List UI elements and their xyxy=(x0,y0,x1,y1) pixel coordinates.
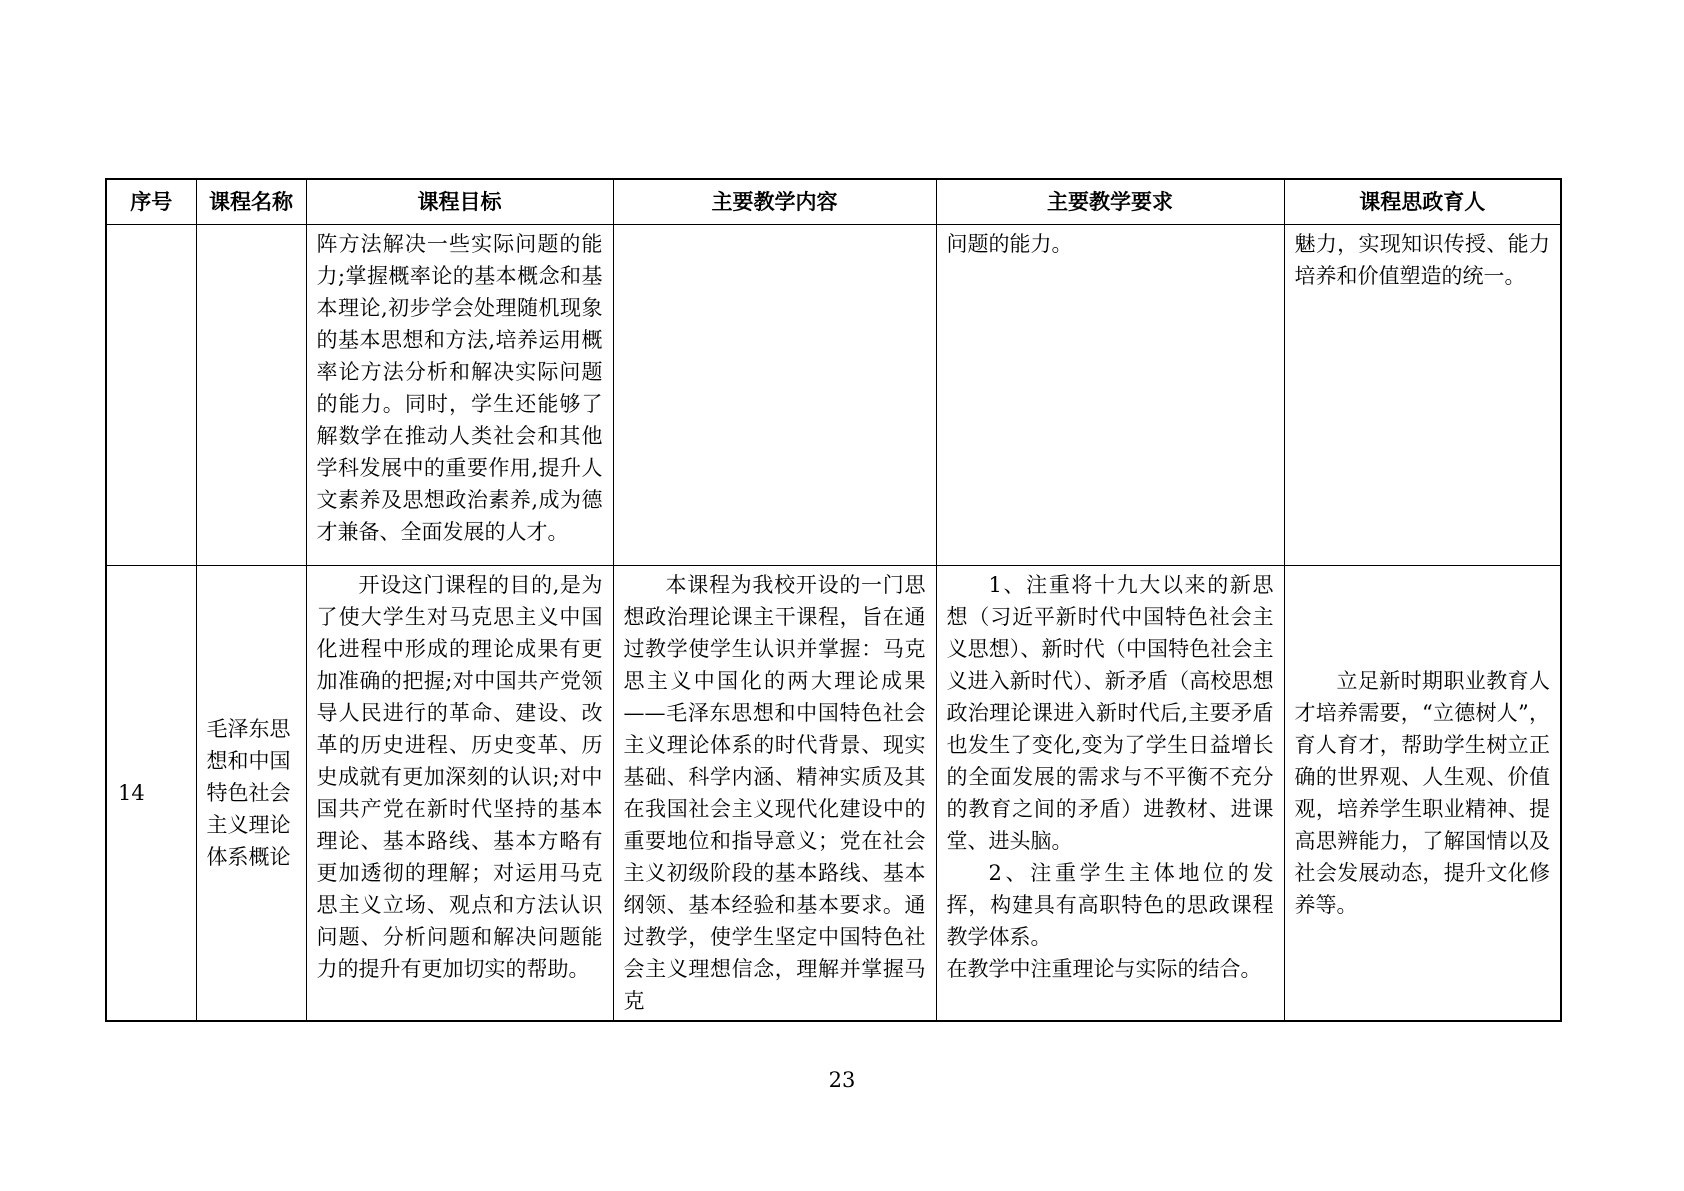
cell-course-name: 毛泽东思想和中国特色社会主义理论体系概论 xyxy=(196,566,306,1022)
column-header-seq: 序号 xyxy=(106,179,196,225)
objectives-text: 阵方法解决一些实际问题的能力;掌握概率论的基本概念和基本理论,初步学会处理随机现象的基本思想和方法,培养运用概率论方法分析和解决实际问题的能力。同时，学生还能够了解数学在推动人类社会和其他学科发展中的重要作用,提升人文素养及思想政治素养,成为德才兼备、全面发展的人才。 xyxy=(316,232,603,544)
cell-objectives xyxy=(306,225,613,566)
page-number: 23 xyxy=(828,1068,856,1092)
ideology-text: 立足新时期职业教育人才培养需要，“立德树人”，育人育才，帮助学生树立正确的世界观、人生观、价值观，培养学生职业精神、提高思辨能力，了解国情以及社会发展动态，提升文化修养等。 xyxy=(1294,669,1550,917)
table-row-14 xyxy=(106,566,1561,1022)
ideology-text: 魅力，实现知识传授、能力培养和价值塑造的统一。 xyxy=(1294,232,1550,288)
column-header-requirements: 主要教学要求 xyxy=(936,179,1284,225)
cell-content xyxy=(613,566,936,1022)
requirements-text: 问题的能力。 xyxy=(946,232,1073,256)
column-header-objectives: 课程目标 xyxy=(306,179,613,225)
column-header-course-name: 课程名称 xyxy=(196,179,306,225)
requirements-item-2: 2、注重学生主体地位的发挥，构建具有高职特色的思政课程教学体系。 xyxy=(946,861,1274,949)
column-header-ideology: 课程思政育人 xyxy=(1284,179,1561,225)
cell-ideology xyxy=(1284,225,1561,566)
cell-ideology xyxy=(1284,566,1561,1022)
cell-content xyxy=(613,225,936,566)
content-text: 本课程为我校开设的一门思想政治理论课主干课程，旨在通过教学使学生认识并掌握：马克思主义中国化的两大理论成果——毛泽东思想和中国特色社会主义理论体系的时代背景、现实基础、科学内涵、精神实质及其在我国社会主义现代化建设中的重要地位和指导意义；党在社会主义初级阶段的基本路线、基本纲领、基本经验和基本要求。通过教学，使学生坚定中国特色社会主义理想信念，理解并掌握马克 xyxy=(623,573,926,1013)
table-header-row xyxy=(106,179,1561,225)
cell-seq: 14 xyxy=(106,566,196,1022)
requirements-item-3: 在教学中注重理论与实际的结合。 xyxy=(946,957,1262,981)
curriculum-table xyxy=(105,178,1562,1022)
cell-objectives xyxy=(306,566,613,1022)
cell-course-name xyxy=(196,225,306,566)
cell-requirements xyxy=(936,225,1284,566)
objectives-text: 开设这门课程的目的,是为了使大学生对马克思主义中国化进程中形成的理论成果有更加准确的把握;对中国共产党领导人民进行的革命、建设、改革的历史进程、历史变革、历史成就有更加深刻的认识;对中国共产党在新时代坚持的基本理论、基本路线、基本方略有更加透彻的理解；对运用马克思主义立场、观点和方法认识问题、分析问题和解决问题能力的提升有更加切实的帮助。 xyxy=(316,573,603,981)
cell-requirements xyxy=(936,566,1284,1022)
cell-seq xyxy=(106,225,196,566)
column-header-content: 主要教学内容 xyxy=(613,179,936,225)
requirements-item-1: 1、注重将十九大以来的新思想（习近平新时代中国特色社会主义思想）、新时代（中国特色社会主义进入新时代）、新矛盾（高校思想政治理论课进入新时代后,主要矛盾也发生了变化,变为了学生日益增长的全面发展的需求与不平衡不充分的教育之间的矛盾）进教材、进课堂、进头脑。 xyxy=(946,573,1274,853)
table-row-continuation xyxy=(106,225,1561,566)
